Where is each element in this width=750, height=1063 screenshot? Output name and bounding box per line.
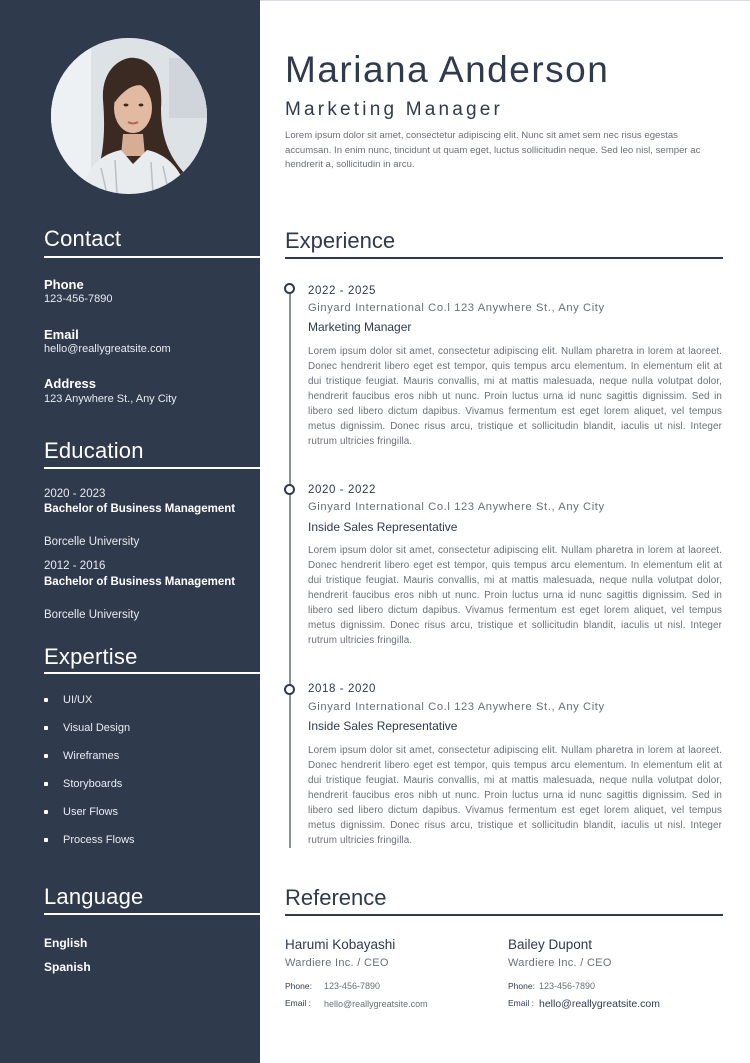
experience-heading: Experience bbox=[285, 228, 396, 253]
language-divider bbox=[44, 913, 260, 915]
person-name: Mariana Anderson bbox=[285, 49, 610, 90]
expertise-heading: Expertise bbox=[44, 644, 138, 669]
portrait-image bbox=[51, 38, 207, 194]
timeline-dot-icon bbox=[284, 283, 295, 294]
contact-heading: Contact bbox=[44, 226, 122, 251]
bullet-icon bbox=[44, 698, 48, 702]
timeline-line bbox=[289, 291, 291, 848]
reference-name: Harumi Kobayashi bbox=[285, 937, 396, 952]
phone-label: Phone bbox=[44, 277, 84, 292]
expertise-item: Process Flows bbox=[63, 834, 135, 846]
experience-role: Marketing Manager bbox=[308, 320, 412, 334]
reference-email: hello@reallygreatsite.com bbox=[539, 998, 660, 1010]
reference-name: Bailey Dupont bbox=[508, 937, 593, 952]
expertise-item: User Flows bbox=[63, 806, 119, 818]
reference-company: Wardiere Inc. / CEO bbox=[508, 957, 612, 969]
email-label: Email bbox=[44, 327, 79, 342]
bullet-icon bbox=[44, 810, 48, 814]
bullet-icon bbox=[44, 782, 48, 786]
experience-divider bbox=[285, 257, 723, 259]
reference-phone: 123-456-7890 bbox=[324, 981, 381, 991]
education-years: 2020 - 2023 bbox=[44, 488, 106, 500]
education-school: Borcelle University bbox=[44, 536, 140, 548]
reference-email-label: Email : bbox=[285, 998, 311, 1008]
reference-divider bbox=[285, 914, 723, 916]
experience-role: Inside Sales Representative bbox=[308, 520, 458, 534]
bullet-icon bbox=[44, 754, 48, 758]
phone-value: 123-456-7890 bbox=[44, 293, 113, 305]
experience-description: Lorem ipsum dolor sit amet, consectetur adipiscing elit. Nullam pharetra in lorem at laoreet. Donec hendrerit libero eget est tempor, quis tempus arcu elementum. In elementum elit at dui tristique feugiat. Mauris convallis, mi at mattis malesuada, neque nulla volutpat dolor, hendrerit faucibus eros nibh ut nunc. Proin luctus urna id nunc sagittis dignissim. Sed in libero sed libero dictum dapibus. Vivamus fermentum est eget lorem aliquet, vel tempus metus dignissim. Donec risus arcu, tristique et sollicitudin blandit, iaculis ut nisl. Integer rutrum ultricies fringilla. bbox=[308, 346, 722, 447]
education-degree: Bachelor of Business Management bbox=[44, 503, 236, 515]
expertise-divider bbox=[44, 672, 260, 674]
education-heading: Education bbox=[44, 438, 144, 463]
reference-email-label: Email : bbox=[508, 998, 534, 1008]
language-item: Spanish bbox=[44, 960, 91, 974]
bullet-icon bbox=[44, 838, 48, 842]
profile-photo bbox=[51, 38, 207, 194]
main-content bbox=[260, 0, 750, 1063]
expertise-item: Wireframes bbox=[63, 750, 120, 762]
profile-summary: Lorem ipsum dolor sit amet, consectetur adipiscing elit. Nunc sit amet sem nec risus egestas accumsan. In enim nunc, tincidunt ut quam eget, luctus sollicitudin neque. Sed leo nisl, semper ac hendrerit a, sollicitudin in arcu. bbox=[285, 130, 701, 170]
experience-company: Ginyard International Co.l 123 Anywhere St., Any City bbox=[308, 302, 605, 314]
reference-heading: Reference bbox=[285, 885, 387, 910]
expertise-item: Storyboards bbox=[63, 778, 123, 790]
experience-years: 2018 - 2020 bbox=[308, 683, 376, 695]
education-years: 2012 - 2016 bbox=[44, 560, 106, 572]
reference-company: Wardiere Inc. / CEO bbox=[285, 957, 389, 969]
job-title: Marketing Manager bbox=[285, 99, 504, 120]
expertise-item: UI/UX bbox=[63, 694, 93, 706]
experience-years: 2020 - 2022 bbox=[308, 484, 376, 496]
timeline-dot-icon bbox=[284, 684, 295, 695]
experience-role: Inside Sales Representative bbox=[308, 719, 458, 733]
timeline-dot-icon bbox=[284, 484, 295, 495]
reference-phone: 123-456-7890 bbox=[539, 981, 596, 991]
education-school: Borcelle University bbox=[44, 609, 140, 621]
bullet-icon bbox=[44, 726, 48, 730]
address-value: 123 Anywhere St., Any City bbox=[44, 393, 177, 405]
education-divider bbox=[44, 467, 260, 469]
reference-phone-label: Phone: bbox=[285, 981, 312, 991]
experience-company: Ginyard International Co.l 123 Anywhere St., Any City bbox=[308, 501, 605, 513]
reference-phone-label: Phone: bbox=[508, 981, 535, 991]
contact-divider bbox=[44, 256, 260, 258]
language-heading: Language bbox=[44, 884, 144, 909]
education-degree: Bachelor of Business Management bbox=[44, 576, 236, 588]
experience-years: 2022 - 2025 bbox=[308, 285, 376, 297]
address-label: Address bbox=[44, 376, 97, 391]
experience-company: Ginyard International Co.l 123 Anywhere St., Any City bbox=[308, 701, 605, 713]
email-value: hello@reallygreatsite.com bbox=[44, 343, 171, 355]
experience-description: Lorem ipsum dolor sit amet, consectetur adipiscing elit. Nullam pharetra in lorem at laoreet. Donec hendrerit libero eget est tempor, quis tempus arcu elementum. In elementum elit at dui tristique feugiat. Mauris convallis, mi at mattis malesuada, neque nulla volutpat dolor, hendrerit faucibus eros nibh ut nunc. Proin luctus urna id nunc sagittis dignissim. Sed in libero sed libero dictum dapibus. Vivamus fermentum est eget lorem aliquet, vel tempus metus dignissim. Donec risus arcu, tristique et sollicitudin blandit, iaculis ut nisl. Integer rutrum ultricies fringilla. bbox=[308, 745, 722, 846]
experience-description: Lorem ipsum dolor sit amet, consectetur adipiscing elit. Nullam pharetra in lorem at laoreet. Donec hendrerit libero eget est tempor, quis tempus arcu elementum. In elementum elit at dui tristique feugiat. Mauris convallis, mi at mattis malesuada, neque nulla volutpat dolor, hendrerit faucibus eros nibh ut nunc. Proin luctus urna id nunc sagittis dignissim. Sed in libero sed libero dictum dapibus. Vivamus fermentum est eget lorem aliquet, vel tempus metus dignissim. Donec risus arcu, tristique et sollicitudin blandit, iaculis ut nisl. Integer rutrum ultricies fringilla. bbox=[308, 545, 722, 646]
sidebar bbox=[0, 0, 260, 1063]
reference-email: hello@reallygreatsite.com bbox=[324, 999, 428, 1009]
language-item: English bbox=[44, 936, 88, 950]
expertise-item: Visual Design bbox=[63, 722, 131, 734]
